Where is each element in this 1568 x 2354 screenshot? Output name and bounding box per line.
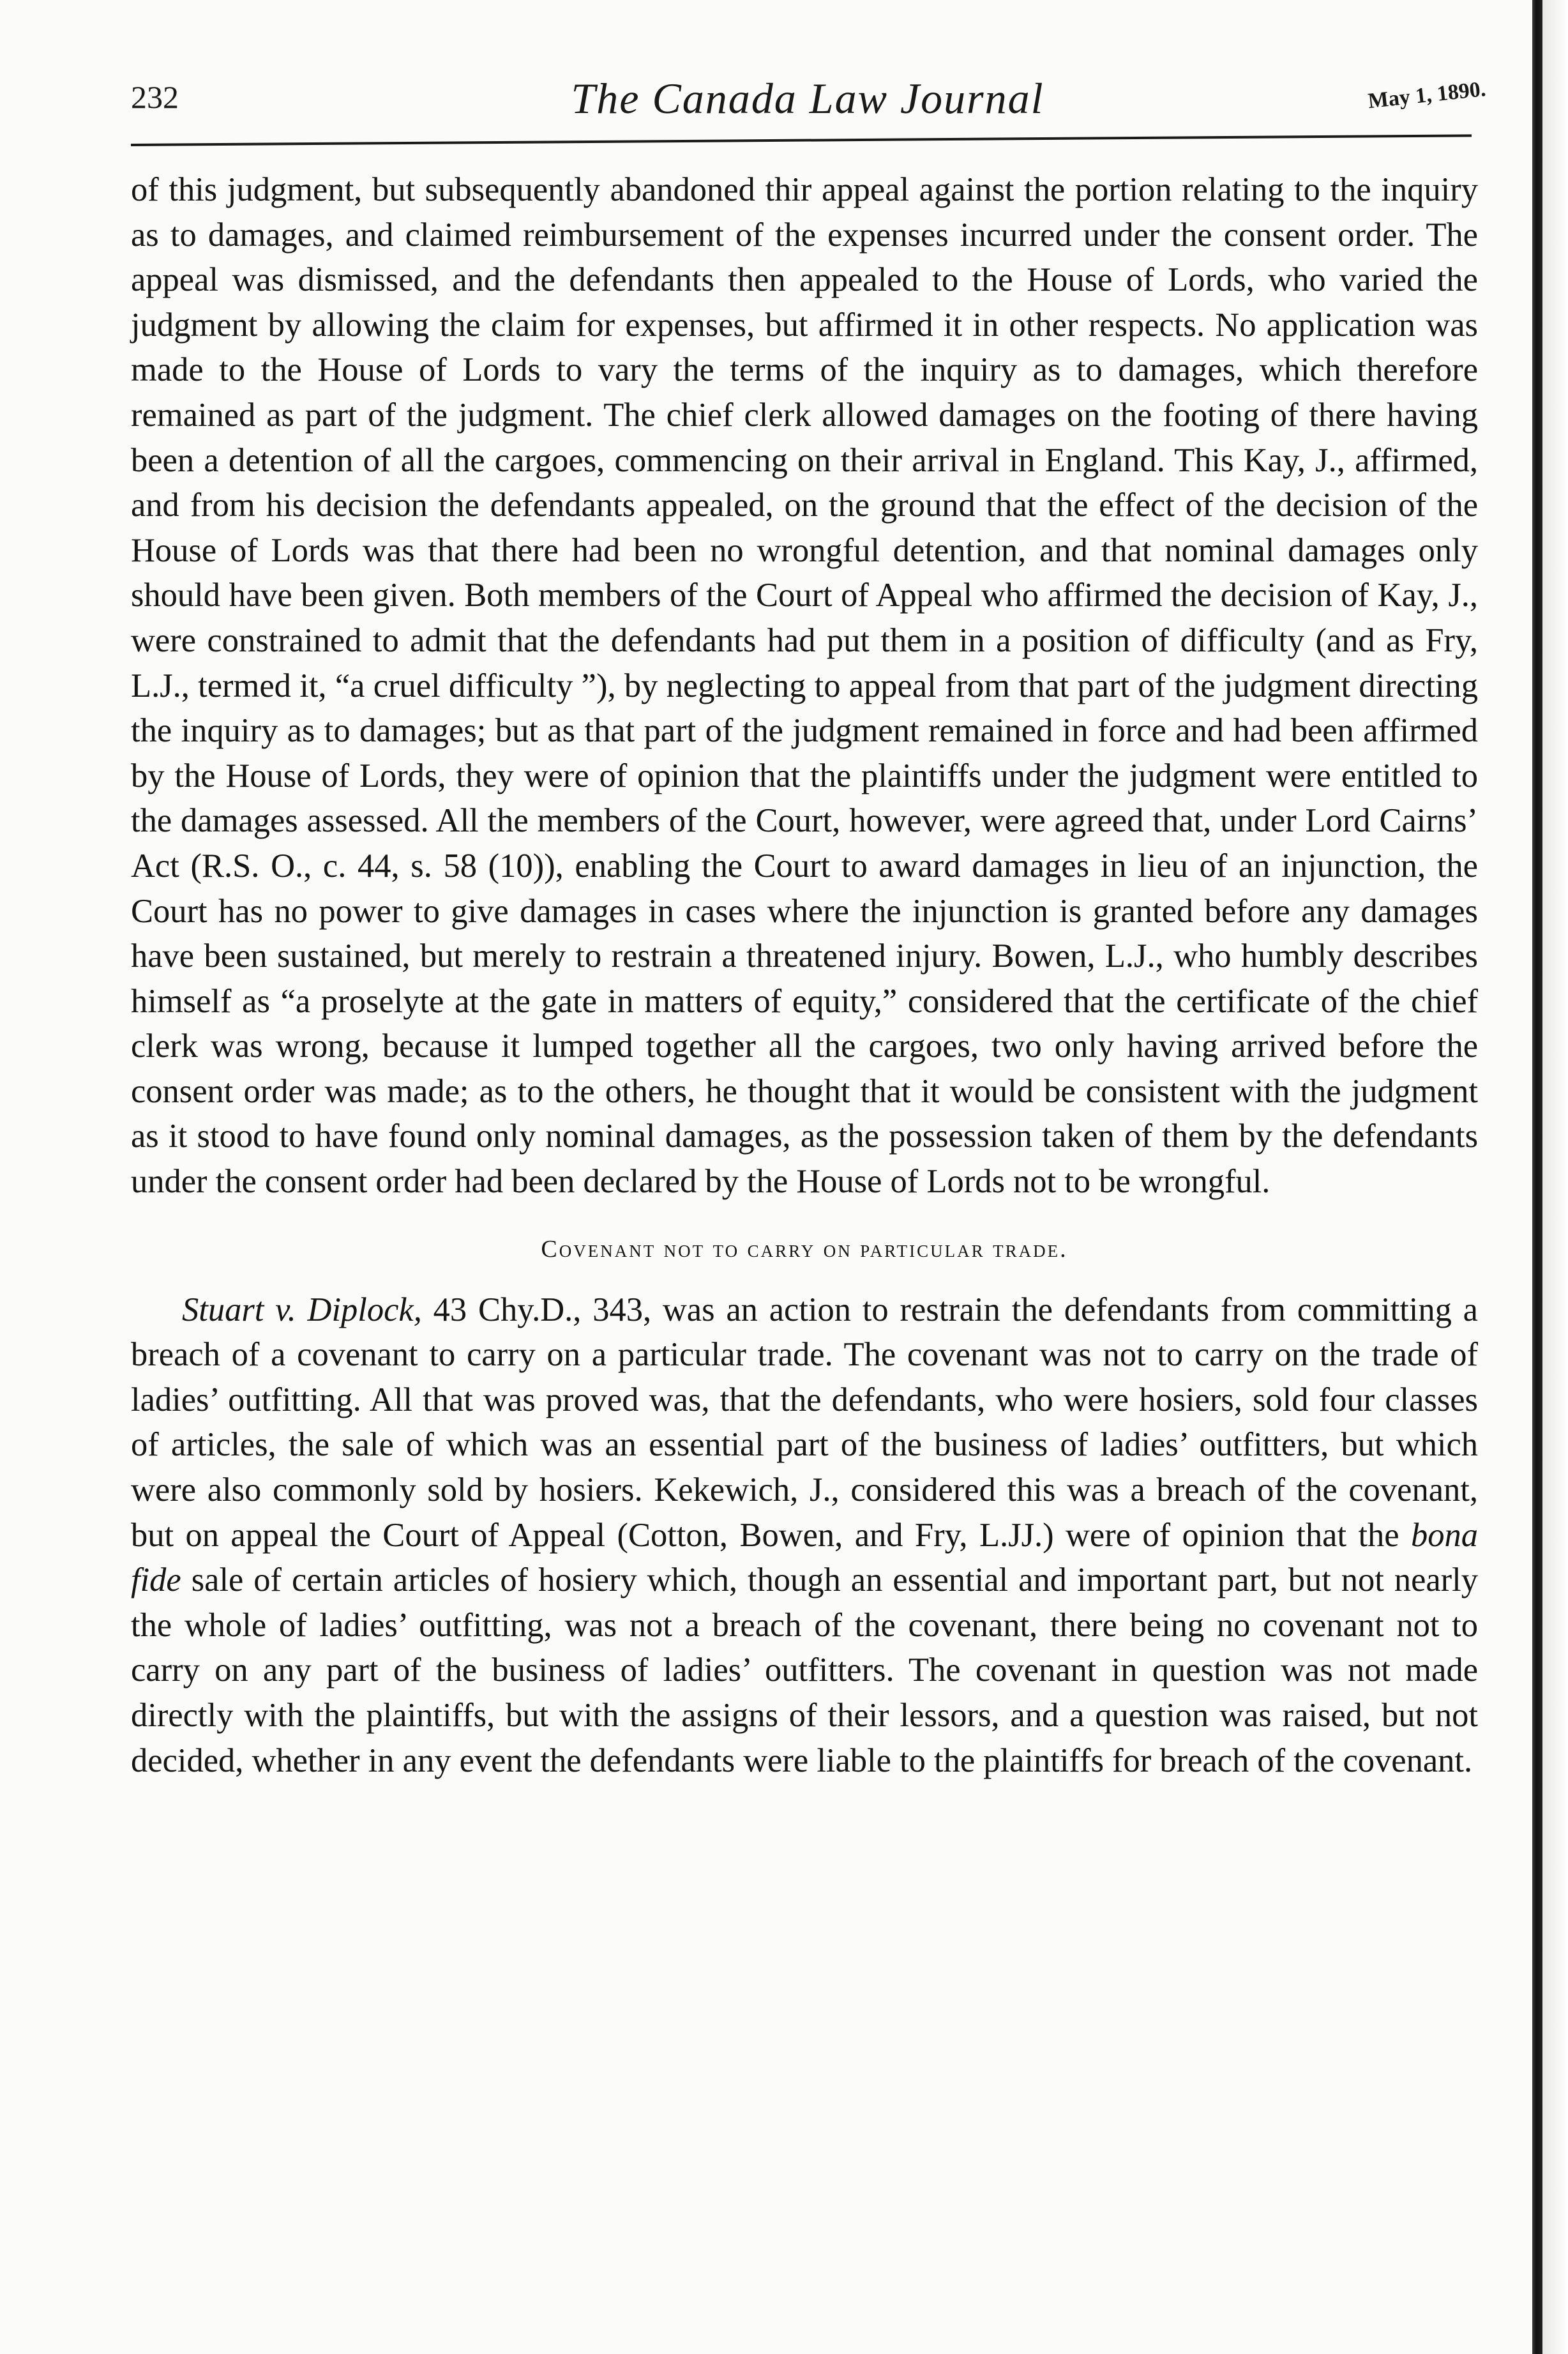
page-header <box>131 73 1487 144</box>
section-heading: Covenant not to carry on particular trade. <box>541 1235 1068 1263</box>
page-edge-border <box>1532 0 1542 2354</box>
case-name: Stuart v. Diplock, <box>182 1291 422 1328</box>
journal-title: The Canada Law Journal <box>571 74 1044 123</box>
paragraph-text-end: sale of certain articles of hosiery which, though an essential and important part, but not nearly the whole of ladies’ outfitting, was not a breach of the covenant, there being no covenant not to carry on any part of the business of ladies’ outfitters. The covenant in question was not made directly with the plaintiffs, but with the assigns of their lessors, and a question was raised, but not decided, whether in any event the defendants were liable to the plaintiffs for breach of the covenant. <box>131 1561 1478 1779</box>
page-number: 232 <box>131 79 179 115</box>
page-edge-margin <box>1542 0 1568 2354</box>
paragraph-continued: of this judgment, but subsequently abandoned thir appeal against the portion relating to the inquiry as to damages, and claimed reimbursement of the expenses incurred under the consent order. The appeal was dismissed, and the defendants then appealed to the House of Lords, who varied the judgment by allowing the claim for expenses, but affirmed it in other respects. No application was made to the House of Lords to vary the terms of the inquiry as to damages, which therefore remained as part of the judgment. The chief clerk allowed damages on the footing of there having been a detention of all the cargoes, commencing on their arrival in England. This Kay, J., affirmed, and from his decision the defendants appealed, on the ground that the effect of the decision of the House of Lords was that there had been no wrongful detention, and that nominal damages only should have been given. Both members of the Court of Appeal who affirmed the decision of Kay, J., were constrained to admit that the defendants had put them in a position of difficulty (and as Fry, L.J., termed it, “a cruel difficulty ”), by neglecting to appeal from that part of the judgment directing the inquiry as to damages; but as that part of the judgment remained in force and had been affirmed by the House of Lords, they were of opinion that the plaintiffs under the judgment were entitled to the damages assessed. All the members of the Court, however, were agreed that, under Lord Cairns’ Act (R.S. O., c. 44, s. 58 (10)), enabling the Court to award damages in lieu of an injunction, the Court has no power to give damages in cases where the injunction is granted before any damages have been sustained, but merely to restrain a threatened injury. Bowen, L.J., who humbly describes himself as “a proselyte at the gate in matters of equity,” considered that the certificate of the chief clerk was wrong, because it lumped together all the cargoes, two only having arrived before the consent order was made; as to the others, he thought that it would be consistent with the judgment as it stood to have found only nominal damages, as the possession taken of them by the defendants under the consent order had been declared by the House of Lords not to be wrongful. <box>131 171 1478 1201</box>
article-body <box>131 167 1478 1783</box>
paragraph-text: 43 Chy.D., 343, was an action to restrain the defendants from committing a breach of a covenant to carry on a particular trade. The covenant was not to carry on the trade of ladies’ outfitting. All that was proved was, that the defendants, who were hosiers, sold four classes of articles, the sale of which was an essential part of the business of ladies’ outfitters, but which were also commonly sold by hosiers. Kekewich, J., considered this was a breach of the covenant, but on appeal the Court of Appeal (Cotton, Bowen, and Fry, L.JJ.) were of opinion that the <box>131 1291 1478 1554</box>
bona-fide-phrase: bona fide <box>131 1516 1478 1599</box>
paragraph-stuart-v-diplock <box>131 1287 1478 1784</box>
issue-date: May 1, 1890. <box>1366 77 1487 114</box>
